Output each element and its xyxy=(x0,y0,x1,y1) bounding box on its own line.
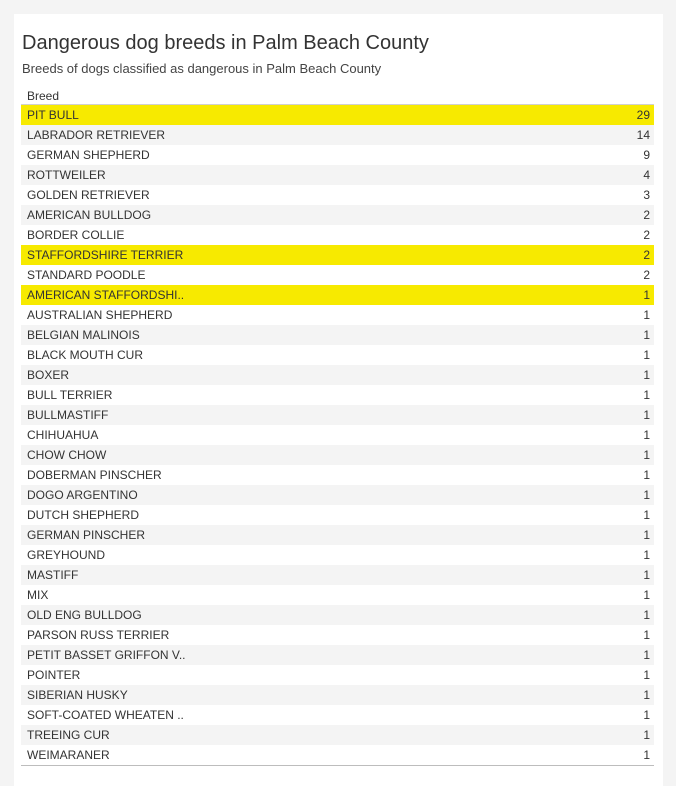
breed-name: BULLMASTIFF xyxy=(27,408,109,422)
breed-name: TREEING CUR xyxy=(27,728,110,742)
breed-count: 1 xyxy=(643,608,650,622)
breed-name: GREYHOUND xyxy=(27,548,106,562)
breed-count: 1 xyxy=(643,408,650,422)
breed-name: BORDER COLLIE xyxy=(27,228,125,242)
table-row[interactable] xyxy=(21,525,654,545)
breed-count: 1 xyxy=(643,328,650,342)
breed-name: CHOW CHOW xyxy=(27,448,107,462)
breed-count: 2 xyxy=(643,228,650,242)
table-row[interactable] xyxy=(21,245,654,265)
table-row[interactable] xyxy=(21,445,654,465)
breed-name: PIT BULL xyxy=(27,108,79,122)
breed-name: STANDARD POODLE xyxy=(27,268,146,282)
page-subtitle: Breeds of dogs classified as dangerous in Palm Beach County xyxy=(22,61,382,76)
page-title: Dangerous dog breeds in Palm Beach County xyxy=(22,32,429,54)
breed-count: 1 xyxy=(643,748,650,762)
table-row[interactable] xyxy=(21,405,654,425)
breed-count: 1 xyxy=(643,708,650,722)
table-row[interactable] xyxy=(21,165,654,185)
breed-count: 1 xyxy=(643,308,650,322)
breed-count: 1 xyxy=(643,728,650,742)
breed-name: AUSTRALIAN SHEPHERD xyxy=(27,308,173,322)
breed-name: SOFT-COATED WHEATEN .. xyxy=(27,708,184,722)
table-row[interactable] xyxy=(21,705,654,725)
table-row[interactable] xyxy=(21,185,654,205)
table-row[interactable] xyxy=(21,645,654,665)
breed-name: CHIHUAHUA xyxy=(27,428,99,442)
breed-count: 1 xyxy=(643,468,650,482)
table-row[interactable] xyxy=(21,325,654,345)
table-row[interactable] xyxy=(21,385,654,405)
table-row[interactable] xyxy=(21,625,654,645)
breed-column-header[interactable]: Breed xyxy=(27,89,60,103)
breed-name: SIBERIAN HUSKY xyxy=(27,688,128,702)
table-row[interactable] xyxy=(21,365,654,385)
breed-count: 4 xyxy=(643,168,650,182)
breed-name: STAFFORDSHIRE TERRIER xyxy=(27,248,184,262)
table-row[interactable] xyxy=(21,725,654,745)
breed-name: AMERICAN STAFFORDSHI.. xyxy=(27,288,185,302)
breed-count: 1 xyxy=(643,528,650,542)
breed-count: 1 xyxy=(643,688,650,702)
breed-count: 1 xyxy=(643,588,650,602)
breed-name: GOLDEN RETRIEVER xyxy=(27,188,150,202)
table-row[interactable] xyxy=(21,605,654,625)
breed-name: WEIMARANER xyxy=(27,748,110,762)
dashboard-card xyxy=(14,14,663,786)
breed-count: 2 xyxy=(643,268,650,282)
table-row[interactable] xyxy=(21,105,654,125)
breed-name: AMERICAN BULLDOG xyxy=(27,208,152,222)
breed-count: 14 xyxy=(636,128,650,142)
table-row[interactable] xyxy=(21,225,654,245)
breed-name: LABRADOR RETRIEVER xyxy=(27,128,166,142)
breed-count: 1 xyxy=(643,368,650,382)
breed-name: PARSON RUSS TERRIER xyxy=(27,628,170,642)
table-row[interactable] xyxy=(21,745,654,765)
breed-name: BELGIAN MALINOIS xyxy=(27,328,140,342)
breed-name: DOGO ARGENTINO xyxy=(27,488,138,502)
breed-count: 1 xyxy=(643,508,650,522)
table-row[interactable] xyxy=(21,485,654,505)
breed-name: DOBERMAN PINSCHER xyxy=(27,468,162,482)
table-row[interactable] xyxy=(21,505,654,525)
table-row[interactable] xyxy=(21,545,654,565)
breed-name: MIX xyxy=(27,588,49,602)
breed-count: 3 xyxy=(643,188,650,202)
breed-name: GERMAN PINSCHER xyxy=(27,528,146,542)
breed-name: BLACK MOUTH CUR xyxy=(27,348,144,362)
breed-count: 1 xyxy=(643,448,650,462)
breed-name: OLD ENG BULLDOG xyxy=(27,608,142,622)
breed-count: 9 xyxy=(643,148,650,162)
breed-count: 1 xyxy=(643,648,650,662)
breed-count: 1 xyxy=(643,628,650,642)
breed-count: 1 xyxy=(643,548,650,562)
breed-name: BOXER xyxy=(27,368,70,382)
table-row[interactable] xyxy=(21,265,654,285)
breed-count: 1 xyxy=(643,288,650,302)
table-row[interactable] xyxy=(21,285,654,305)
table-row[interactable] xyxy=(21,565,654,585)
breed-count: 1 xyxy=(643,488,650,502)
breed-name: POINTER xyxy=(27,668,81,682)
table-row[interactable] xyxy=(21,425,654,445)
table-row[interactable] xyxy=(21,665,654,685)
table-row[interactable] xyxy=(21,685,654,705)
breed-count: 1 xyxy=(643,568,650,582)
breed-name: BULL TERRIER xyxy=(27,388,113,402)
breed-count: 1 xyxy=(643,348,650,362)
table-row[interactable] xyxy=(21,465,654,485)
breed-table xyxy=(21,104,654,766)
breed-count: 1 xyxy=(643,668,650,682)
breed-count: 1 xyxy=(643,388,650,402)
breed-count: 1 xyxy=(643,428,650,442)
breed-name: DUTCH SHEPHERD xyxy=(27,508,140,522)
table-row[interactable] xyxy=(21,345,654,365)
table-row[interactable] xyxy=(21,125,654,145)
table-row[interactable] xyxy=(21,145,654,165)
breed-name: PETIT BASSET GRIFFON V.. xyxy=(27,648,186,662)
breed-name: ROTTWEILER xyxy=(27,168,106,182)
breed-count: 2 xyxy=(643,248,650,262)
table-row[interactable] xyxy=(21,205,654,225)
breed-count: 2 xyxy=(643,208,650,222)
breed-count: 29 xyxy=(636,108,650,122)
breed-name: MASTIFF xyxy=(27,568,79,582)
table-row[interactable] xyxy=(21,305,654,325)
table-row[interactable] xyxy=(21,585,654,605)
breed-name: GERMAN SHEPHERD xyxy=(27,148,150,162)
